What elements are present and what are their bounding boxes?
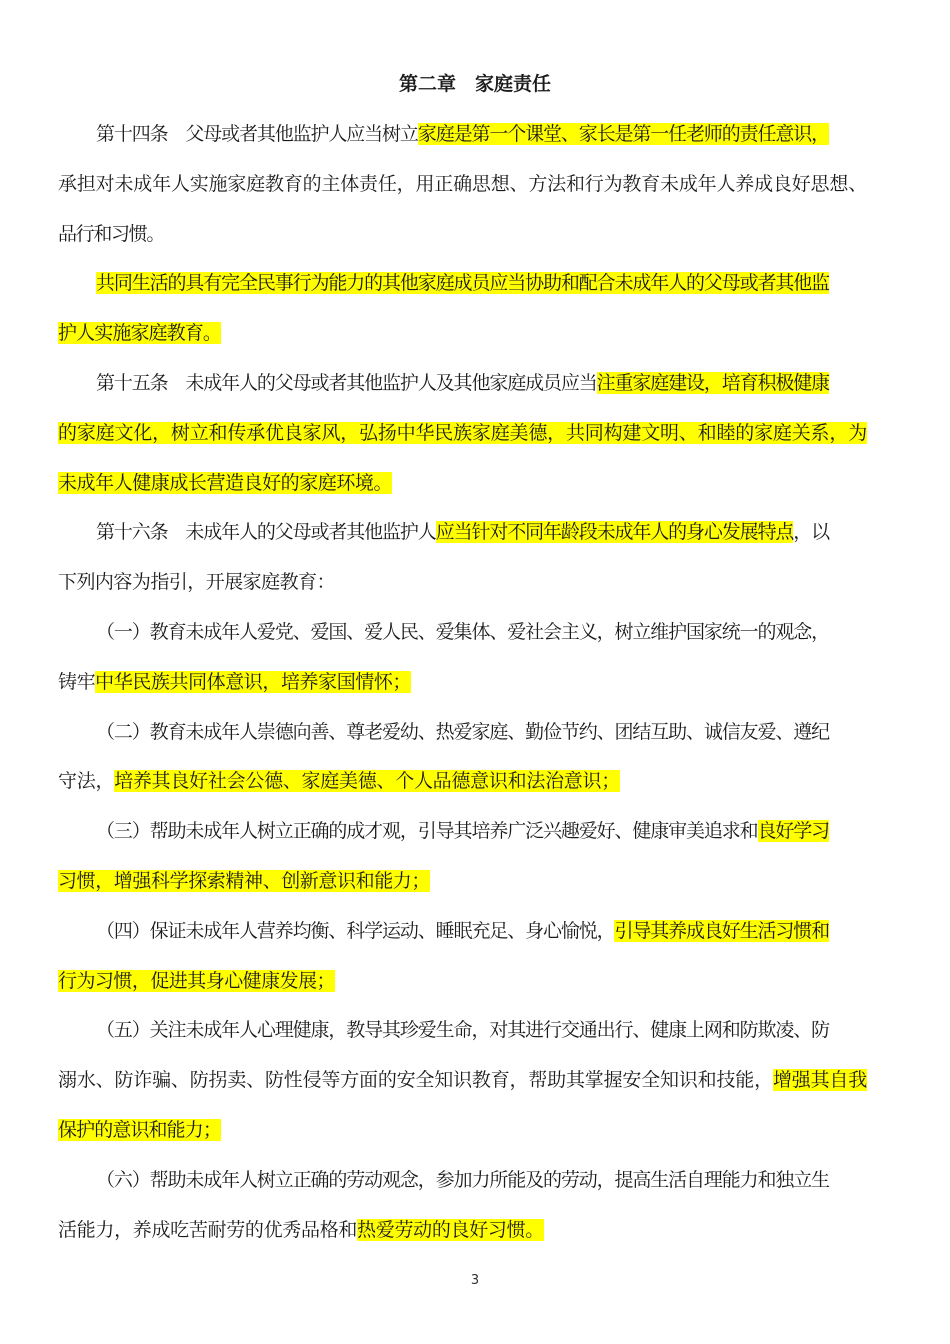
highlighted-text: 热爱劳动的良好习惯。 (357, 1219, 545, 1241)
text-segment: 活能力，养成吃苦耐劳的优秀品格和 (58, 1219, 358, 1241)
text-segment: 铸牢 (58, 671, 96, 693)
text-line (58, 315, 888, 351)
text-line (58, 1062, 888, 1098)
text-line (58, 415, 888, 451)
page-number: 3 (470, 1273, 480, 1288)
text-segment: 承担对未成年人实施家庭教育的主体责任，用正确思想、方法和行为教育未成年人养成良好思想、 (58, 173, 868, 195)
highlighted-text: 未成年人健康成长营造良好的家庭环境。 (58, 472, 393, 494)
text-segment: 溺水、防诈骗、防拐卖、防性侵等方面的安全知识教育，帮助其掌握安全知识和技能， (58, 1069, 773, 1091)
text-line (58, 913, 926, 949)
text-line (58, 465, 888, 501)
text-line (58, 166, 888, 202)
text-segment: 第十四条 父母或者其他监护人应当树立 (96, 123, 418, 145)
text-segment: 下列内容为指引，开展家庭教育： (58, 571, 336, 593)
text-line (58, 216, 888, 252)
text-line (58, 664, 888, 700)
text-segment: （五）关注未成年人心理健康，教导其珍爱生命，对其进行交通出行、健康上网和防欺凌、防 (96, 1019, 830, 1041)
highlighted-text: 保护的意识和能力； (58, 1119, 222, 1141)
text-line (58, 365, 926, 401)
text-segment: （二）教育未成年人崇德向善、尊老爱幼、热爱家庭、勤俭节约、团结互助、诚信友爱、遵纪 (96, 721, 830, 743)
text-line (58, 714, 926, 750)
text-line (58, 116, 926, 152)
highlighted-text: 中华民族共同体意识，培养家国情怀； (95, 671, 412, 693)
text-segment: （三）帮助未成年人树立正确的成才观，引导其培养广泛兴趣爱好、健康审美追求和 (96, 820, 758, 842)
text-line (58, 1212, 888, 1248)
highlighted-text: 良好学习 (757, 820, 830, 842)
text-segment: （一）教育未成年人爱党、爱国、爱人民、爱集体、爱社会主义，树立维护国家统一的观念， (96, 621, 830, 643)
highlighted-text: 增强其自我 (772, 1069, 868, 1091)
text-segment: 第十五条 未成年人的父母或者其他监护人及其他家庭成员应当 (96, 372, 597, 394)
text-line (58, 813, 926, 849)
text-line (58, 1162, 926, 1198)
highlighted-text: 家庭是第一个课堂、家长是第一任老师的责任意识， (417, 123, 830, 145)
text-segment: 守法， (58, 770, 115, 792)
highlighted-text: 引导其养成良好生活习惯和 (614, 920, 830, 942)
text-line (58, 514, 926, 550)
highlighted-text: 习惯，增强科学探索精神、创新意识和能力； (58, 870, 431, 892)
highlighted-text: 护人实施家庭教育。 (58, 322, 222, 344)
text-segment: 第十六条 未成年人的父母或者其他监护人 (96, 521, 436, 543)
text-line (58, 863, 888, 899)
text-line (58, 963, 888, 999)
highlighted-text: 共同生活的具有完全民事行为能力的其他家庭成员应当协助和配合未成年人的父母或者其他监 (96, 272, 830, 294)
text-line (58, 564, 888, 600)
text-line (58, 614, 926, 650)
highlighted-text: 行为习惯，促进其身心健康发展； (58, 970, 336, 992)
text-line (58, 1112, 888, 1148)
highlighted-text: 应当针对不同年龄段未成年人的身心发展特点 (435, 521, 794, 543)
text-segment: ，以 (793, 521, 830, 543)
highlighted-text: 培养其良好社会公德、家庭美德、个人品德意识和法治意识； (114, 770, 621, 792)
text-line (58, 265, 926, 301)
text-segment: 品行和习惯。 (58, 223, 165, 245)
chapter-title: 第二章 家庭责任 (398, 73, 551, 95)
highlighted-text: 的家庭文化，树立和传承优良家风，弘扬中华民族家庭美德，共同构建文明、和睦的家庭关系，为 (58, 422, 868, 444)
text-line (58, 1012, 926, 1048)
highlighted-text: 注重家庭建设，培育积极健康 (596, 372, 830, 394)
text-line (58, 763, 888, 799)
text-segment: （四）保证未成年人营养均衡、科学运动、睡眠充足、身心愉悦， (96, 920, 615, 942)
text-segment: （六）帮助未成年人树立正确的劳动观念，参加力所能及的劳动，提高生活自理能力和独立生 (96, 1169, 830, 1191)
